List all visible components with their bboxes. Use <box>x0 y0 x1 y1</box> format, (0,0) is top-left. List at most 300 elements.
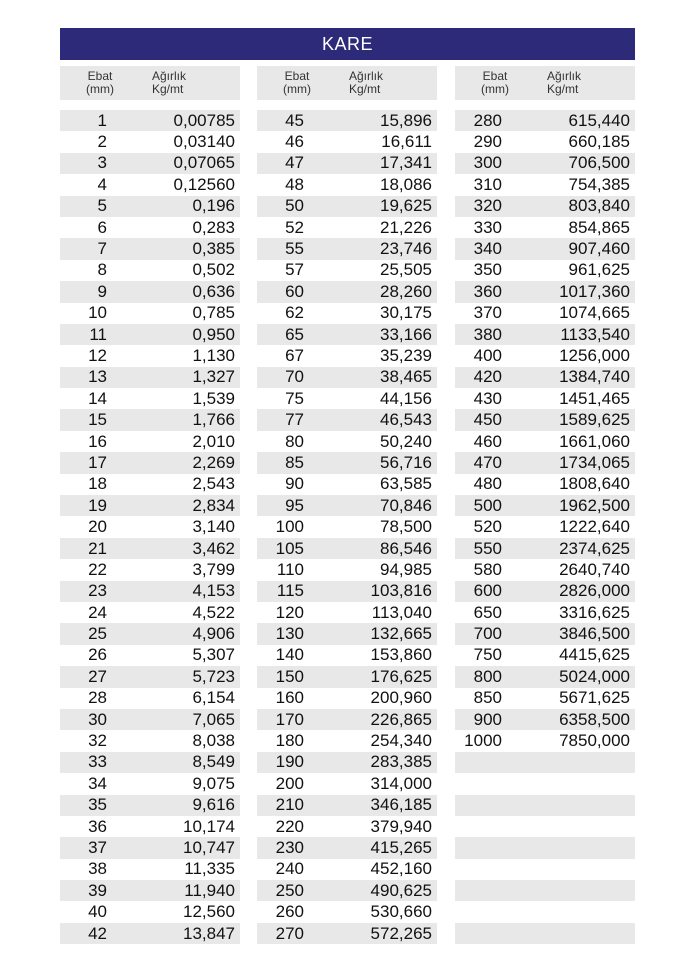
ebat-value: 4 <box>97 174 107 194</box>
weight-value: 1384,740 <box>559 367 630 387</box>
table-row <box>60 324 240 345</box>
ebat-value: 1 <box>97 110 107 130</box>
ebat-value: 450 <box>473 410 502 430</box>
ebat-value: 280 <box>473 110 502 130</box>
weight-value: 0,283 <box>192 217 235 237</box>
table-row <box>60 474 240 495</box>
weight-value: 5671,625 <box>559 688 630 708</box>
table-row <box>455 880 635 901</box>
weight-header <box>140 70 240 96</box>
ebat-header-line2: (mm) <box>283 82 311 96</box>
weight-value: 3,462 <box>192 538 235 558</box>
ebat-value: 28 <box>88 688 107 708</box>
ebat-value: 580 <box>473 559 502 579</box>
table-row <box>60 303 240 324</box>
weight-value: 13,847 <box>183 923 235 943</box>
ebat-value: 42 <box>88 923 107 943</box>
ebat-value: 18 <box>88 474 107 494</box>
table-row <box>455 281 635 302</box>
ebat-value: 85 <box>285 452 304 472</box>
weight-value: 452,160 <box>370 859 432 879</box>
table-row <box>60 730 240 751</box>
table-row <box>257 260 437 281</box>
weight-value: 1133,540 <box>560 324 630 344</box>
weight-value: 490,625 <box>370 880 432 900</box>
ebat-value: 19 <box>88 495 107 515</box>
weight-value: 706,500 <box>568 153 630 173</box>
ebat-value: 130 <box>275 624 304 644</box>
ebat-value: 360 <box>473 281 502 301</box>
ebat-value: 47 <box>285 153 304 173</box>
table-row <box>455 623 635 644</box>
table-row <box>455 196 635 217</box>
table-row <box>60 431 240 452</box>
ebat-value: 100 <box>275 517 304 537</box>
weight-value: 28,260 <box>380 281 432 301</box>
ebat-value: 115 <box>276 581 304 601</box>
ebat-value: 77 <box>285 410 304 430</box>
table-row <box>60 131 240 152</box>
table-row <box>60 837 240 858</box>
table-row <box>455 923 635 944</box>
ebat-value: 600 <box>473 581 502 601</box>
weight-value: 0,950 <box>192 324 235 344</box>
ebat-header-line2: (mm) <box>481 82 509 96</box>
weight-value: 9,616 <box>192 795 235 815</box>
table-row <box>257 345 437 366</box>
table-row <box>60 495 240 516</box>
table-row <box>455 238 635 259</box>
table-row <box>257 645 437 666</box>
ebat-value: 24 <box>88 602 107 622</box>
weight-value: 132,665 <box>370 624 432 644</box>
table-row <box>455 816 635 837</box>
ebat-value: 550 <box>473 538 502 558</box>
ebat-value: 800 <box>473 666 502 686</box>
table-row <box>257 688 437 709</box>
table-row <box>455 730 635 751</box>
weight-header-line2: Kg/mt <box>349 82 381 96</box>
weight-value: 0,07065 <box>173 153 235 173</box>
ebat-value: 8 <box>97 260 107 280</box>
table-row <box>257 880 437 901</box>
table-row <box>257 923 437 944</box>
table-row <box>60 880 240 901</box>
weight-value: 103,816 <box>370 581 432 601</box>
ebat-header-line1: Ebat <box>87 69 113 83</box>
ebat-value: 230 <box>275 837 304 857</box>
table-row <box>60 709 240 730</box>
ebat-value: 38 <box>88 859 107 879</box>
weight-header <box>535 70 635 96</box>
weight-value: 19,625 <box>380 196 432 216</box>
ebat-value: 470 <box>473 452 502 472</box>
ebat-value: 52 <box>285 217 304 237</box>
weight-value: 660,185 <box>568 132 630 152</box>
table-row <box>257 666 437 687</box>
ebat-value: 220 <box>275 816 304 836</box>
weight-value: 56,716 <box>380 452 432 472</box>
ebat-header-line1: Ebat <box>482 69 508 83</box>
table-row <box>257 303 437 324</box>
weight-value: 5,307 <box>192 645 235 665</box>
table-row <box>60 645 240 666</box>
ebat-value: 900 <box>473 709 502 729</box>
table-title: KARE <box>60 28 635 60</box>
weight-value: 35,239 <box>380 345 432 365</box>
table-row <box>60 452 240 473</box>
weight-value: 17,341 <box>380 153 432 173</box>
table-row <box>455 409 635 430</box>
ebat-value: 1000 <box>464 731 502 751</box>
table-row <box>455 452 635 473</box>
ebat-value: 370 <box>473 303 502 323</box>
ebat-header <box>60 70 140 96</box>
table-row <box>60 859 240 880</box>
table-row <box>455 303 635 324</box>
weight-value: 15,896 <box>380 110 432 130</box>
ebat-value: 14 <box>88 388 107 408</box>
table-row <box>455 217 635 238</box>
ebat-value: 37 <box>88 837 107 857</box>
ebat-value: 50 <box>285 196 304 216</box>
table-row <box>455 795 635 816</box>
ebat-value: 500 <box>473 495 502 515</box>
weight-value: 0,502 <box>192 260 235 280</box>
table-row <box>257 773 437 794</box>
table-row <box>455 859 635 880</box>
ebat-value: 420 <box>473 367 502 387</box>
table-row <box>60 816 240 837</box>
weight-value: 38,465 <box>380 367 432 387</box>
weight-value: 7850,000 <box>559 731 630 751</box>
weight-header-line2: Kg/mt <box>152 82 184 96</box>
ebat-value: 13 <box>88 367 107 387</box>
ebat-value: 310 <box>473 174 502 194</box>
ebat-value: 55 <box>285 239 304 259</box>
table-row <box>257 324 437 345</box>
table-row <box>455 174 635 195</box>
weight-value: 6,154 <box>192 688 235 708</box>
table-row <box>455 709 635 730</box>
weight-value: 2826,000 <box>559 581 630 601</box>
table-row <box>257 623 437 644</box>
weight-value: 2,269 <box>192 452 235 472</box>
ebat-value: 150 <box>275 666 304 686</box>
weight-value: 572,265 <box>370 923 432 943</box>
table-row <box>257 474 437 495</box>
table-row <box>455 645 635 666</box>
ebat-value: 9 <box>97 281 107 301</box>
ebat-value: 140 <box>275 645 304 665</box>
table-row <box>60 388 240 409</box>
ebat-value: 17 <box>88 452 107 472</box>
table-row <box>257 709 437 730</box>
weight-value: 907,460 <box>568 239 630 259</box>
ebat-value: 380 <box>473 324 502 344</box>
weight-value: 12,560 <box>183 902 235 922</box>
weight-value: 3,799 <box>192 559 235 579</box>
table-row <box>455 388 635 409</box>
weight-value: 754,385 <box>568 174 630 194</box>
weight-value: 2,010 <box>192 431 235 451</box>
ebat-value: 650 <box>473 602 502 622</box>
ebat-value: 65 <box>285 324 304 344</box>
table-row <box>60 217 240 238</box>
ebat-header <box>455 70 535 96</box>
weight-value: 0,785 <box>192 303 235 323</box>
table-row <box>257 495 437 516</box>
weight-value: 2640,740 <box>559 559 630 579</box>
weight-value: 21,226 <box>380 217 432 237</box>
table-row <box>60 196 240 217</box>
ebat-value: 200 <box>275 773 304 793</box>
ebat-value: 5 <box>97 196 107 216</box>
ebat-value: 180 <box>275 731 304 751</box>
table-row <box>455 153 635 174</box>
weight-value: 961,625 <box>568 260 630 280</box>
table-row <box>455 581 635 602</box>
weight-value: 8,549 <box>192 752 235 772</box>
ebat-value: 320 <box>473 196 502 216</box>
table-row <box>455 474 635 495</box>
table-row <box>257 110 437 131</box>
table-row <box>60 367 240 388</box>
weight-header <box>337 70 437 96</box>
weight-value: 615,440 <box>568 110 630 130</box>
ebat-value: 80 <box>285 431 304 451</box>
table-row <box>455 538 635 559</box>
table-row <box>60 602 240 623</box>
ebat-value: 34 <box>88 773 107 793</box>
weight-value: 0,12560 <box>173 174 235 194</box>
table-row <box>257 816 437 837</box>
table-row <box>455 666 635 687</box>
ebat-value: 270 <box>275 923 304 943</box>
ebat-value: 460 <box>473 431 502 451</box>
ebat-value: 22 <box>88 559 107 579</box>
table-row <box>455 901 635 922</box>
weight-value: 854,865 <box>568 217 630 237</box>
weight-value: 4,906 <box>192 624 235 644</box>
ebat-value: 30 <box>88 709 107 729</box>
ebat-value: 750 <box>473 645 502 665</box>
table-row <box>257 837 437 858</box>
column-header <box>455 66 635 100</box>
table-row <box>257 602 437 623</box>
ebat-value: 12 <box>88 345 107 365</box>
weight-header-line1: Ağırlık <box>152 69 187 83</box>
table-row <box>60 623 240 644</box>
column-header <box>257 66 437 100</box>
weight-value: 1661,060 <box>559 431 630 451</box>
weight-value: 283,385 <box>370 752 432 772</box>
ebat-value: 290 <box>473 132 502 152</box>
table-row <box>257 153 437 174</box>
ebat-value: 15 <box>88 410 107 430</box>
weight-value: 379,940 <box>370 816 432 836</box>
weight-value: 10,747 <box>183 837 235 857</box>
weight-value: 94,985 <box>380 559 432 579</box>
table-row <box>60 409 240 430</box>
weight-value: 9,075 <box>192 773 235 793</box>
ebat-value: 520 <box>473 517 502 537</box>
weight-value: 254,340 <box>370 731 432 751</box>
table-row <box>455 367 635 388</box>
weight-value: 415,265 <box>370 837 432 857</box>
table-row <box>60 688 240 709</box>
table-row <box>257 859 437 880</box>
ebat-value: 21 <box>88 538 107 558</box>
ebat-value: 160 <box>275 688 304 708</box>
table-column-1 <box>60 66 240 944</box>
table-row <box>257 238 437 259</box>
ebat-value: 70 <box>285 367 304 387</box>
table-rows <box>257 110 437 944</box>
table-row <box>60 260 240 281</box>
table-row <box>60 238 240 259</box>
weight-value: 16,611 <box>381 132 432 152</box>
table-row <box>455 559 635 580</box>
ebat-value: 480 <box>473 474 502 494</box>
ebat-value: 190 <box>275 752 304 772</box>
table-row <box>257 730 437 751</box>
weight-value: 1222,640 <box>559 517 630 537</box>
weight-value: 5,723 <box>192 666 235 686</box>
ebat-value: 300 <box>473 153 502 173</box>
weight-value: 0,636 <box>192 281 235 301</box>
ebat-value: 32 <box>88 731 107 751</box>
table-row <box>257 538 437 559</box>
weight-header-line2: Kg/mt <box>547 82 579 96</box>
weight-value: 33,166 <box>380 324 432 344</box>
weight-value: 86,546 <box>380 538 432 558</box>
ebat-value: 240 <box>275 859 304 879</box>
weight-value: 5024,000 <box>559 666 630 686</box>
table-row <box>455 131 635 152</box>
table-row <box>455 773 635 794</box>
weight-value: 1451,465 <box>559 388 630 408</box>
table-column-3 <box>455 66 635 944</box>
table-row <box>257 174 437 195</box>
table-row <box>257 431 437 452</box>
table-row <box>257 409 437 430</box>
table-row <box>257 367 437 388</box>
weight-value: 2,834 <box>192 495 235 515</box>
weight-value: 1,539 <box>192 388 235 408</box>
table-row <box>455 837 635 858</box>
table-row <box>455 260 635 281</box>
ebat-value: 120 <box>275 602 304 622</box>
weight-value: 1,766 <box>192 410 235 430</box>
weight-value: 18,086 <box>380 174 432 194</box>
table-row <box>257 217 437 238</box>
weight-value: 44,156 <box>380 388 432 408</box>
table-row <box>455 516 635 537</box>
ebat-value: 67 <box>285 345 304 365</box>
ebat-value: 23 <box>88 581 107 601</box>
ebat-value: 33 <box>88 752 107 772</box>
weight-value: 1074,665 <box>559 303 630 323</box>
table-row <box>60 110 240 131</box>
table-row <box>257 581 437 602</box>
table-row <box>257 516 437 537</box>
weight-value: 4415,625 <box>559 645 630 665</box>
ebat-value: 10 <box>88 303 107 323</box>
table-row <box>60 795 240 816</box>
weight-header-line1: Ağırlık <box>349 69 384 83</box>
table-column-2 <box>257 66 437 944</box>
table-row <box>455 324 635 345</box>
weight-header-line1: Ağırlık <box>547 69 582 83</box>
table-row <box>455 431 635 452</box>
ebat-value: 57 <box>285 260 304 280</box>
weight-value: 1962,500 <box>559 495 630 515</box>
ebat-value: 110 <box>276 559 304 579</box>
weight-value: 30,175 <box>380 303 432 323</box>
table-row <box>60 516 240 537</box>
weight-value: 2374,625 <box>559 538 630 558</box>
table-row <box>60 153 240 174</box>
weight-value: 23,746 <box>380 239 432 259</box>
ebat-value: 170 <box>275 709 304 729</box>
ebat-value: 90 <box>285 474 304 494</box>
table-row <box>60 581 240 602</box>
ebat-value: 6 <box>97 217 107 237</box>
weight-value: 6358,500 <box>559 709 630 729</box>
ebat-value: 11 <box>89 324 107 344</box>
table-rows <box>60 110 240 944</box>
ebat-value: 700 <box>473 624 502 644</box>
ebat-value: 46 <box>285 132 304 152</box>
weight-value: 4,522 <box>192 602 235 622</box>
ebat-value: 39 <box>88 880 107 900</box>
table-row <box>455 110 635 131</box>
weight-value: 176,625 <box>370 666 432 686</box>
table-row <box>60 752 240 773</box>
ebat-value: 340 <box>473 239 502 259</box>
ebat-value: 7 <box>97 239 107 259</box>
ebat-value: 35 <box>88 795 107 815</box>
ebat-value: 2 <box>97 132 107 152</box>
table-row <box>257 901 437 922</box>
ebat-value: 75 <box>285 388 304 408</box>
ebat-value: 20 <box>88 517 107 537</box>
weight-value: 50,240 <box>380 431 432 451</box>
weight-value: 63,585 <box>380 474 432 494</box>
ebat-value: 25 <box>88 624 107 644</box>
ebat-value: 210 <box>275 795 304 815</box>
ebat-value: 105 <box>275 538 304 558</box>
weight-value: 200,960 <box>370 688 432 708</box>
table-row <box>257 281 437 302</box>
weight-value: 3846,500 <box>559 624 630 644</box>
table-row <box>257 388 437 409</box>
weight-value: 1,327 <box>192 367 235 387</box>
weight-value: 11,335 <box>184 859 235 879</box>
weight-value: 11,940 <box>184 880 235 900</box>
table-row <box>60 901 240 922</box>
ebat-value: 45 <box>285 110 304 130</box>
weight-value: 1589,625 <box>559 410 630 430</box>
weight-value: 226,865 <box>370 709 432 729</box>
ebat-value: 260 <box>275 902 304 922</box>
ebat-header-line2: (mm) <box>86 82 114 96</box>
weight-value: 1734,065 <box>559 452 630 472</box>
ebat-value: 850 <box>473 688 502 708</box>
weight-value: 0,385 <box>192 239 235 259</box>
ebat-header <box>257 70 337 96</box>
